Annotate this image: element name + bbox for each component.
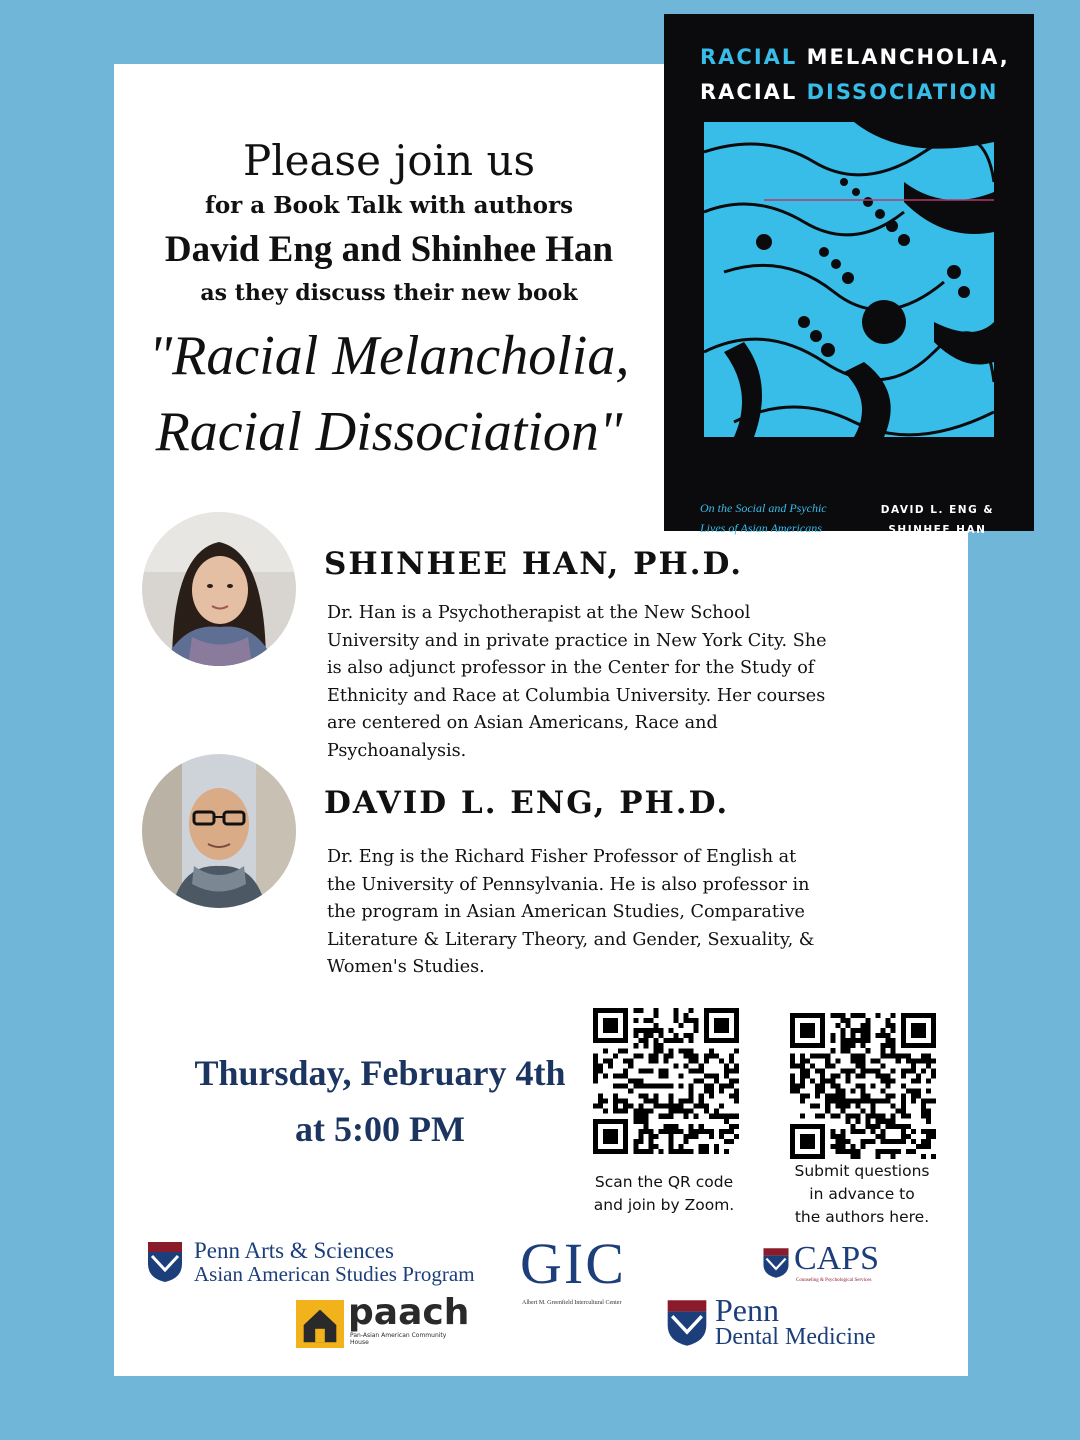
cover-title-a1: RACIAL: [700, 45, 798, 69]
paach-name: paach: [348, 1292, 470, 1333]
book-cover: [664, 14, 1034, 536]
penn-shield-icon: [762, 1246, 790, 1280]
zoom-qr-caption: [572, 1171, 756, 1217]
cover-title-b1: RACIAL: [700, 80, 807, 104]
paach-subtitle: Pan-Asian American Community House: [350, 1332, 447, 1346]
paach-logo: [296, 1292, 470, 1348]
zoom-qr-code[interactable]: [593, 1008, 739, 1154]
speaker-name-han: SHINHEE HAN, PH.D.: [324, 546, 744, 582]
speaker-photo-han: [142, 512, 296, 666]
cover-subtitle-1: On the Social and Psychic: [700, 501, 827, 515]
invite-line-2: as they discuss their new book: [200, 280, 578, 306]
zoom-caption-line-2: and join by Zoom.: [593, 1196, 735, 1214]
cover-subtitle: [700, 498, 827, 538]
cover-authors-2: SHINHEE HAN: [888, 524, 987, 536]
penn-arts-program: Asian American Studies Program: [194, 1262, 475, 1286]
cover-subtitle-2: Lives of Asian Americans: [700, 521, 822, 535]
cover-artwork: [704, 122, 994, 437]
penn-shield-icon: [146, 1240, 184, 1284]
questions-qr-caption: [770, 1160, 954, 1229]
invite-authors: David Eng and Shinhee Han: [164, 229, 614, 270]
caps-subtitle: Counseling & Psychological Services: [796, 1278, 872, 1283]
invite-heading: Please join us: [242, 136, 536, 185]
penn-arts-name: Penn Arts & Sciences: [194, 1238, 394, 1263]
questions-qr-code[interactable]: [790, 1013, 936, 1159]
gic-mark: GIC: [520, 1231, 626, 1296]
book-title: [114, 318, 664, 470]
dental-penn: Penn: [715, 1292, 779, 1328]
house-icon: [296, 1300, 344, 1348]
cover-authors-1: DAVID L. ENG &: [880, 504, 994, 516]
caps-name: CAPS: [794, 1240, 880, 1277]
invite-line-1: for a Book Talk with authors: [204, 192, 574, 219]
caps-logo: [762, 1236, 892, 1296]
cover-title-b2: DISSOCIATION: [806, 80, 999, 104]
questions-caption-line-1: Submit questions: [794, 1162, 930, 1180]
speaker-name-eng: DAVID L. ENG, PH.D.: [324, 785, 730, 821]
book-title-line-2: Racial Dissociation": [155, 401, 623, 463]
penn-shield-icon: [665, 1298, 709, 1348]
questions-caption-line-3: the authors here.: [794, 1208, 930, 1226]
book-title-line-1: "Racial Melancholia,: [148, 325, 630, 387]
dental-name: Dental Medicine: [715, 1324, 876, 1350]
cover-title-a2: MELANCHOLIA,: [797, 45, 1010, 69]
speaker-photo-eng: [142, 754, 296, 908]
event-time: at 5:00 PM: [295, 1109, 465, 1149]
penn-dental-medicine-logo: [665, 1292, 915, 1352]
greenfield-center-logo: [520, 1231, 640, 1316]
cover-authors: [881, 500, 994, 540]
event-date: Thursday, February 4th: [194, 1053, 566, 1093]
gic-subtitle: Albert M. Greenfield Intercultural Center: [522, 1300, 622, 1306]
speaker-bio-eng: Dr. Eng is the Richard Fisher Professor of English at the University of Pennsylvania. He is also professor in the program in Asian American Studies, Comparative Literature & Literary Theory, and Gender, Sexuality, & Women's Studies.: [327, 847, 815, 977]
penn-arts-sciences-logo: [146, 1240, 486, 1290]
zoom-caption-line-1: Scan the QR code: [594, 1173, 734, 1191]
cover-title: [700, 40, 1010, 110]
speaker-bio-han: Dr. Han is a Psychotherapist at the New School University and in private practice in New York City. She is also adjunct professor in the Center for the Study of Ethnicity and Race at Columbia University. Her courses are centered on Asian Americans, Race and Psychoanalysis.: [327, 603, 827, 761]
questions-caption-line-2: in advance to: [809, 1185, 915, 1203]
